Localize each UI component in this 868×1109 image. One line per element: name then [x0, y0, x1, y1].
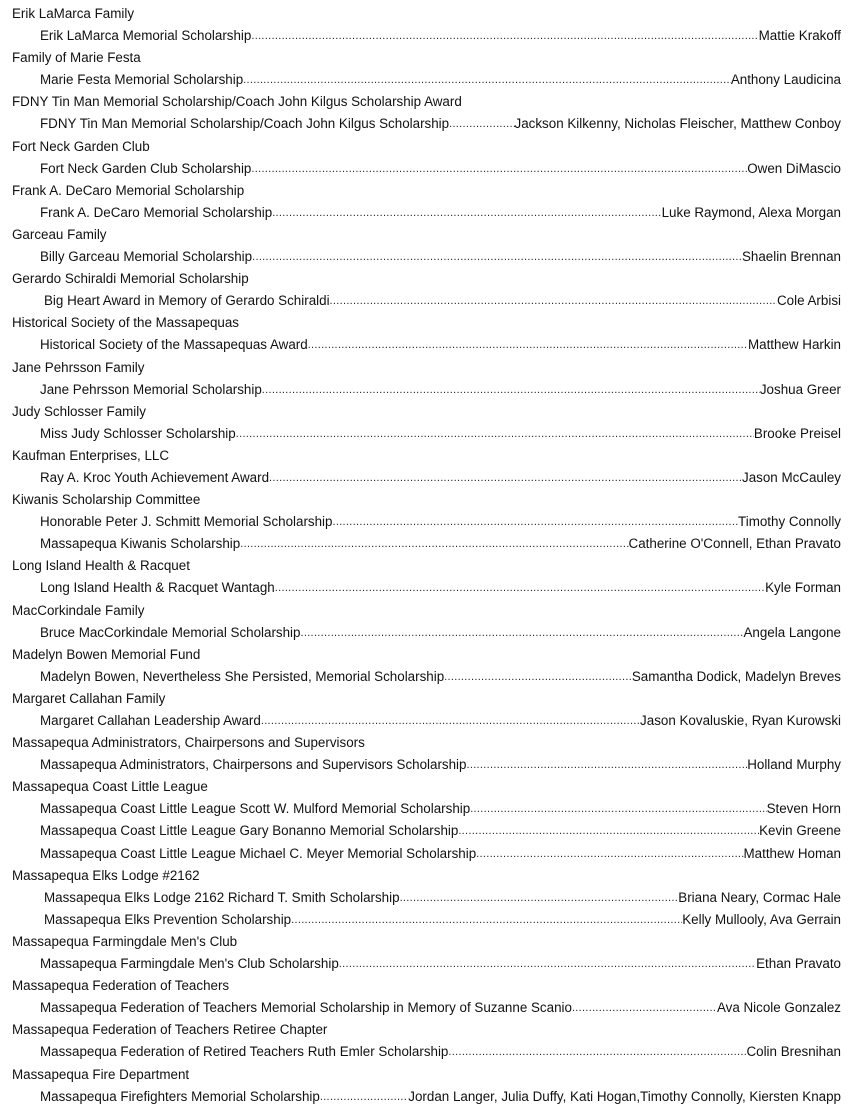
award-row: [12, 202, 841, 224]
donor-heading: Family of Marie Festa: [12, 50, 141, 66]
award-row: [12, 511, 841, 533]
award-row: [12, 997, 841, 1019]
donor-heading: Jane Pehrsson Family: [12, 359, 145, 375]
award-name: Massapequa Farmingdale Men's Club Scholarship: [40, 956, 339, 972]
award-recipients: Catherine O'Connell, Ethan Pravato: [628, 536, 841, 552]
award-name: Long Island Health & Racquet Wantagh: [40, 580, 275, 596]
award-name: Billy Garceau Memorial Scholarship: [40, 249, 253, 265]
donor-heading: Massapequa Federation of Teachers Retiree Chapter: [12, 1022, 328, 1038]
donor-heading: Fort Neck Garden Club: [12, 138, 150, 154]
dot-leader: [272, 202, 661, 224]
award-row: [12, 1086, 841, 1108]
award-recipients: Joshua Greer: [759, 381, 841, 397]
award-row: [12, 379, 841, 401]
award-name: Miss Judy Schlosser Scholarship: [40, 425, 236, 441]
donor-heading: Massapequa Farmingdale Men's Club: [12, 933, 238, 949]
dot-leader: [330, 290, 777, 312]
dot-leader: [236, 423, 754, 445]
award-recipients: Cole Arbisi: [776, 293, 841, 309]
donor-heading: Massapequa Fire Department: [12, 1066, 190, 1082]
award-recipients: Jason Kovaluskie, Ryan Kurowski: [640, 713, 841, 728]
dot-leader: [339, 953, 756, 975]
award-recipients: Owen DiMascio: [747, 160, 841, 176]
dot-leader: [448, 1041, 746, 1063]
award-name: Massapequa Coast Little League Michael C. Meyer Memorial Scholarship: [40, 845, 477, 861]
award-row: [12, 820, 841, 842]
dot-leader: [332, 511, 738, 533]
award-name: Fort Neck Garden Club Scholarship: [40, 160, 252, 176]
award-recipients: Colin Bresnihan: [746, 1044, 841, 1060]
award-recipients: Timothy Connolly: [738, 514, 841, 530]
donor-heading: Judy Schlosser Family: [12, 403, 146, 419]
award-row: [12, 887, 841, 909]
award-row: [12, 666, 841, 688]
award-recipients: Kelly Mullooly, Ava Gerrain: [682, 911, 841, 927]
award-recipients: Ava Nicole Gonzalez: [716, 1000, 841, 1016]
dot-leader: [400, 887, 679, 909]
donor-heading: MacCorkindale Family: [12, 602, 145, 618]
award-name: Massapequa Firefighters Memorial Scholarship: [40, 1088, 320, 1104]
award-recipients: Mattie Krakoff: [758, 28, 841, 44]
dot-leader: [261, 710, 640, 732]
donor-heading: Historical Society of the Massapequas: [12, 315, 240, 331]
award-row: [12, 290, 841, 312]
donor-heading: Massapequa Federation of Teachers: [12, 978, 230, 994]
award-name: Historical Society of the Massapequas Award: [40, 337, 308, 353]
donor-heading: Margaret Callahan Family: [12, 690, 166, 706]
award-recipients: Matthew Harkin: [747, 337, 841, 353]
award-recipients: Holland Murphy: [747, 757, 841, 773]
donor-heading: Massapequa Coast Little League: [12, 779, 208, 795]
dot-leader: [240, 533, 628, 555]
award-name: Frank A. DeCaro Memorial Scholarship: [40, 204, 273, 220]
award-row: [12, 467, 841, 489]
dot-leader: [251, 25, 758, 47]
dot-leader: [251, 158, 747, 180]
award-row: [12, 1041, 841, 1063]
award-row: [12, 334, 841, 356]
award-row: [12, 533, 841, 555]
award-name: Margaret Callahan Leadership Award: [40, 713, 261, 728]
donor-heading: FDNY Tin Man Memorial Scholarship/Coach John Kilgus Scholarship Award: [12, 94, 462, 110]
dot-leader: [269, 467, 742, 489]
donor-heading: Garceau Family: [12, 226, 107, 242]
award-row: [12, 25, 841, 47]
award-name: Massapequa Administrators, Chairpersons and Supervisors Scholarship: [40, 757, 467, 773]
donor-heading: Frank A. DeCaro Memorial Scholarship: [12, 182, 245, 198]
award-row: [12, 423, 841, 445]
award-name: Massapequa Federation of Teachers Memorial Scholarship in Memory of Suzanne Scanio: [40, 1000, 572, 1016]
award-recipients: Samantha Dodick, Madelyn Breves: [631, 668, 841, 684]
award-recipients: Shaelin Brennan: [741, 249, 841, 265]
award-row: [12, 622, 841, 644]
donor-heading: Kaufman Enterprises, LLC: [12, 447, 170, 463]
dot-leader: [262, 379, 760, 401]
award-row: [12, 113, 841, 135]
award-row: [12, 909, 841, 931]
dot-leader: [300, 622, 743, 644]
donor-heading: Long Island Health & Racquet: [12, 558, 190, 574]
donor-heading: Kiwanis Scholarship Committee: [12, 492, 201, 508]
dot-leader: [291, 909, 682, 931]
award-recipients: Ethan Pravato: [756, 956, 841, 972]
award-recipients: Angela Langone: [743, 624, 841, 640]
award-row: [12, 798, 841, 820]
award-name: Marie Festa Memorial Scholarship: [40, 72, 244, 88]
dot-leader: [470, 798, 766, 820]
award-name: Ray A. Kroc Youth Achievement Award: [40, 469, 270, 485]
award-recipients: Briana Neary, Cormac Hale: [678, 889, 841, 905]
award-row: [12, 158, 841, 180]
award-name: Bruce MacCorkindale Memorial Scholarship: [40, 624, 301, 640]
award-name: Massapequa Coast Little League Scott W. Mulford Memorial Scholarship: [40, 801, 471, 817]
award-name: Massapequa Kiwanis Scholarship: [40, 536, 241, 552]
award-recipients: Kevin Greene: [759, 823, 841, 839]
award-recipients: Luke Raymond, Alexa Morgan: [661, 204, 841, 220]
award-row: [12, 843, 841, 865]
dot-leader: [308, 334, 748, 356]
award-recipients: Anthony Laudicina: [730, 72, 841, 88]
award-name: Jane Pehrsson Memorial Scholarship: [40, 381, 262, 397]
award-name: Massapequa Elks Lodge 2162 Richard T. Smith Scholarship: [44, 889, 400, 905]
dot-leader: [449, 113, 514, 135]
dot-leader: [476, 843, 743, 865]
award-row: [12, 710, 841, 732]
award-recipients: Steven Horn: [766, 801, 841, 817]
dot-leader: [252, 246, 742, 268]
award-name: FDNY Tin Man Memorial Scholarship/Coach John Kilgus Scholarship: [40, 116, 450, 132]
award-name: Honorable Peter J. Schmitt Memorial Scholarship: [40, 514, 333, 530]
dot-leader: [458, 820, 759, 842]
award-row: [12, 577, 841, 599]
donor-heading: Gerardo Schiraldi Memorial Scholarship: [12, 271, 249, 287]
donor-heading: Massapequa Administrators, Chairpersons and Supervisors: [12, 735, 365, 751]
award-row: [12, 69, 841, 91]
dot-leader: [320, 1086, 408, 1108]
award-recipients: Matthew Homan: [743, 845, 841, 861]
award-row: [12, 246, 841, 268]
award-row: [12, 754, 841, 776]
award-recipients: Jordan Langer, Julia Duffy, Kati Hogan,Timothy Connolly, Kiersten Knapp: [408, 1088, 841, 1104]
award-recipients: Brooke Preisel: [753, 425, 841, 441]
award-recipients: Jason McCauley: [742, 469, 841, 485]
award-name: Massapequa Federation of Retired Teachers Ruth Emler Scholarship: [40, 1044, 449, 1060]
award-name: Big Heart Award in Memory of Gerardo Schiraldi: [44, 293, 330, 309]
award-row: [12, 953, 841, 975]
donor-heading: Erik LaMarca Family: [12, 6, 135, 21]
dot-leader: [572, 997, 717, 1019]
award-name: Madelyn Bowen, Nevertheless She Persisted, Memorial Scholarship: [40, 668, 445, 684]
dot-leader: [466, 754, 747, 776]
award-name: Massapequa Elks Prevention Scholarship: [44, 911, 292, 927]
award-recipients: Kyle Forman: [765, 580, 841, 596]
dot-leader: [275, 577, 765, 599]
award-recipients: Jackson Kilkenny, Nicholas Fleischer, Matthew Conboy: [514, 116, 841, 132]
award-name: Erik LaMarca Memorial Scholarship: [40, 28, 252, 44]
donor-heading: Madelyn Bowen Memorial Fund: [12, 646, 201, 662]
donor-heading: Massapequa Elks Lodge #2162: [12, 867, 200, 883]
award-name: Massapequa Coast Little League Gary Bonanno Memorial Scholarship: [40, 823, 459, 839]
dot-leader: [444, 666, 632, 688]
dot-leader: [243, 69, 731, 91]
